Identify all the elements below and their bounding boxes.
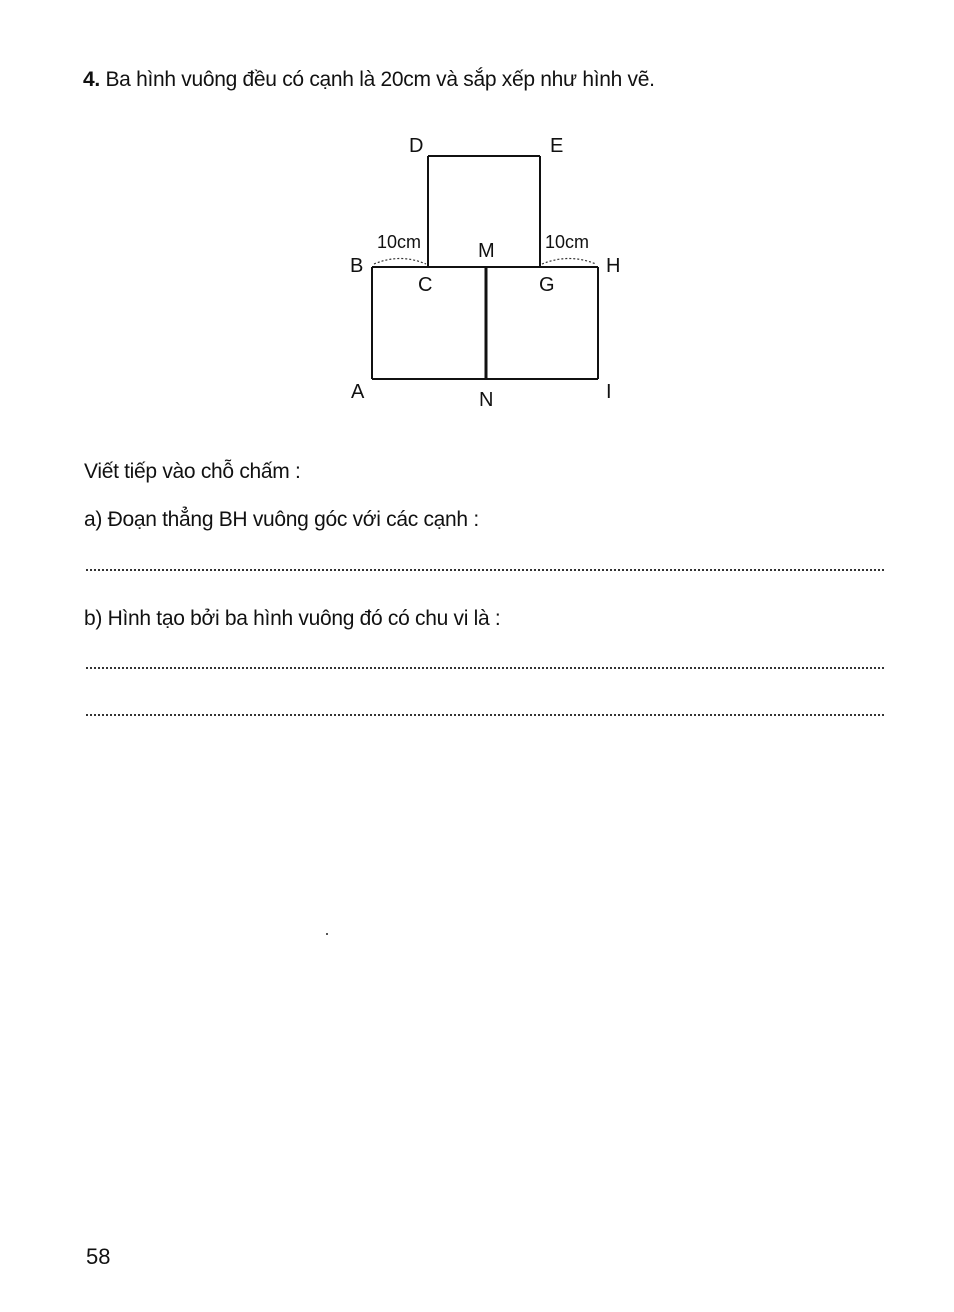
- point-label-i: I: [606, 381, 612, 403]
- point-label-h: H: [606, 255, 621, 277]
- point-label-a: A: [351, 381, 365, 403]
- point-label-g: G: [539, 274, 555, 296]
- point-label-b: B: [350, 255, 364, 277]
- page-number: 58: [86, 1244, 111, 1269]
- point-label-e: E: [550, 135, 564, 157]
- point-label-n: N: [479, 389, 494, 411]
- dimension-arc-right: [542, 259, 596, 265]
- answer-line-a[interactable]: [86, 569, 884, 571]
- answer-line-b2[interactable]: [86, 714, 884, 716]
- answer-line-b1[interactable]: [86, 667, 884, 669]
- point-label-d: D: [409, 135, 424, 157]
- question-number: 4.: [83, 68, 100, 91]
- dimension-left-label: 10cm: [377, 232, 422, 252]
- dimension-right-label: 10cm: [545, 232, 590, 252]
- dimension-arc-left: [374, 259, 426, 265]
- point-label-c: C: [418, 274, 433, 296]
- part-b-prompt: b) Hình tạo bởi ba hình vuông đó có chu vi là :: [84, 607, 501, 630]
- part-a-prompt: a) Đoạn thẳng BH vuông góc với các cạnh :: [84, 508, 479, 531]
- instruction-text: Viết tiếp vào chỗ chấm :: [84, 460, 301, 483]
- stray-mark: [326, 933, 328, 935]
- point-label-m: M: [478, 240, 495, 262]
- question-text: Ba hình vuông đều có cạnh là 20cm và sắp xếp như hình vẽ.: [105, 68, 655, 91]
